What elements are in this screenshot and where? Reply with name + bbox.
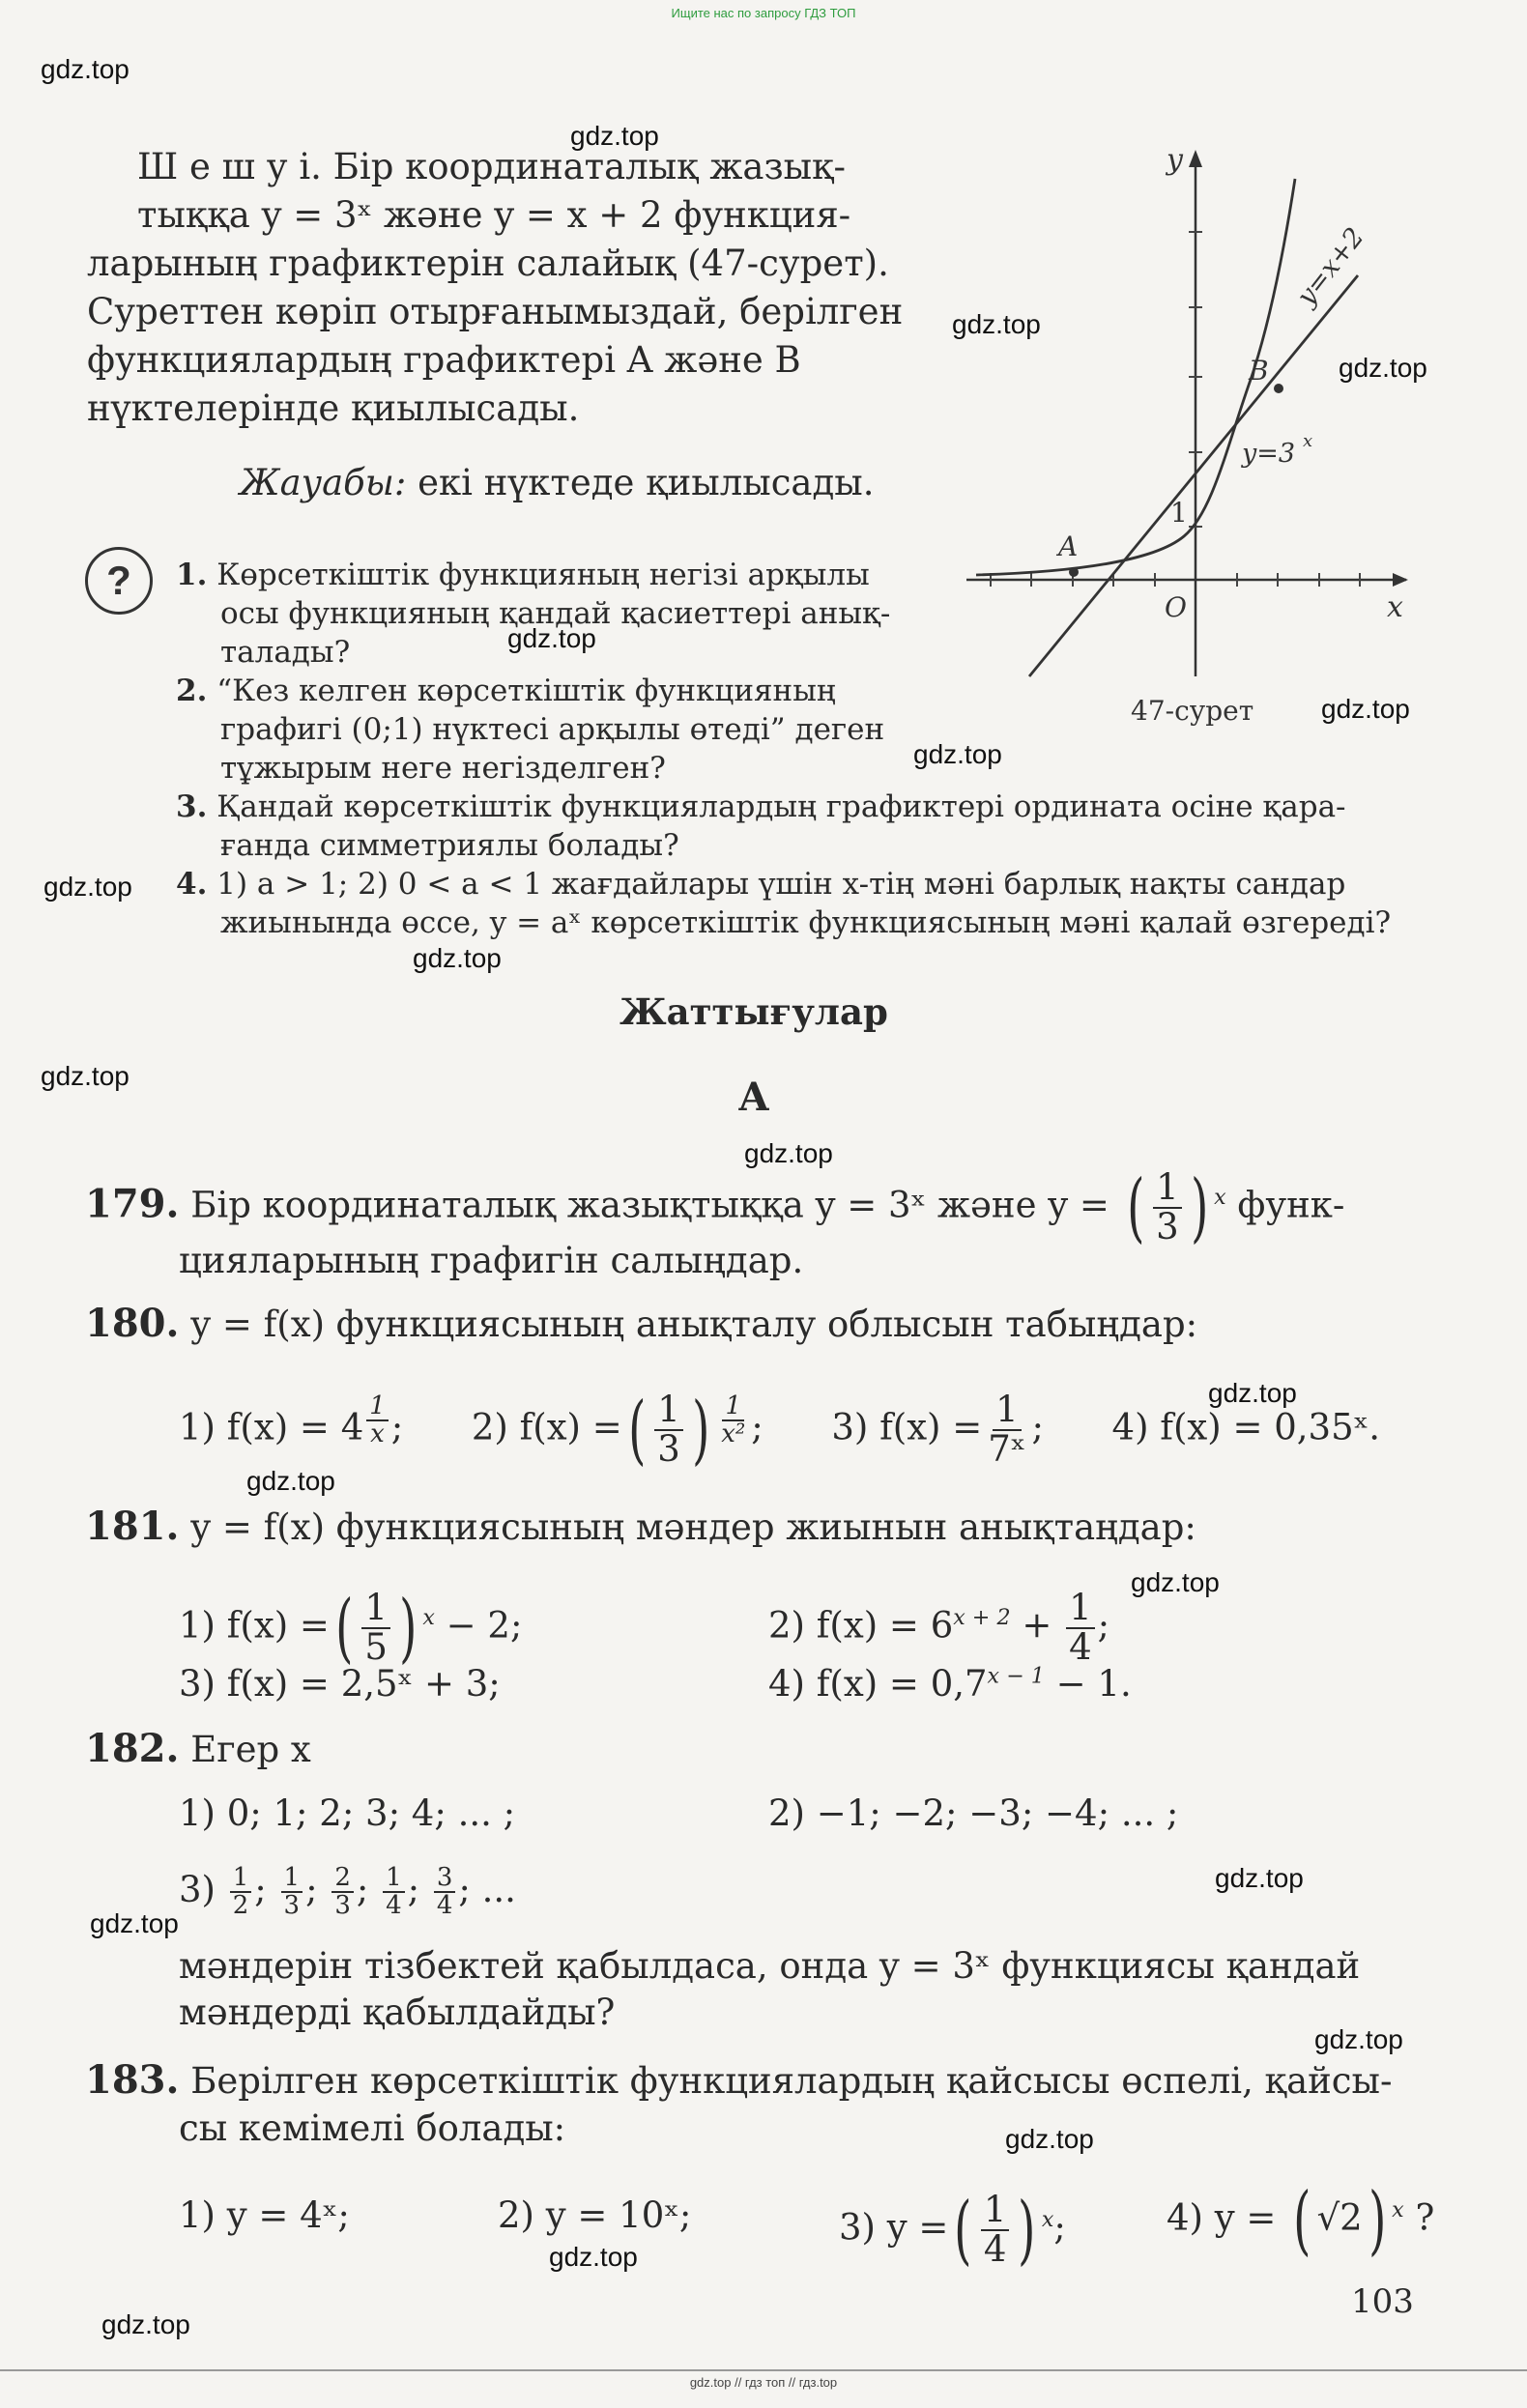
watermark: gdz.top: [913, 739, 1002, 769]
question-line: ғанда симметриялы болады?: [220, 828, 679, 863]
exercise-183-line2: сы кемімелі болады:: [179, 2107, 566, 2149]
watermark: gdz.top: [1339, 353, 1427, 383]
watermark: gdz.top: [90, 1908, 179, 1938]
watermark: gdz.top: [1215, 1863, 1304, 1893]
section-title: Жаттығулар: [619, 990, 888, 1033]
question-icon: ?: [85, 547, 153, 615]
watermark: gdz.top: [744, 1138, 833, 1168]
label-x: x: [1387, 590, 1403, 624]
watermark: gdz.top: [413, 943, 502, 973]
figure-47: [962, 135, 1426, 754]
exercise-180: 180. y = f(x) функциясының анықталу облысын табыңдар:: [85, 1301, 1198, 1346]
watermark: gdz.top: [549, 2242, 638, 2272]
exercise-179: 179. Бір координаталық жазықтыққа y = 3ˣ және y = ( $\frac{1}{3}$ ) $^x$ функ-: [85, 1163, 1345, 1251]
exercise-182-line3: мәндерді қабылдайды?: [179, 1992, 616, 2033]
exercise-183-item1: 1) y = 4ˣ;: [179, 2194, 350, 2236]
question-2: 2. “Кез келген көрсеткіштік функцияның: [176, 674, 836, 708]
point-a: [1069, 567, 1079, 577]
top-link[interactable]: Ищите нас по запросу ГДЗ ТОП: [671, 6, 856, 20]
exercise-181: 181. y = f(x) функциясының мәндер жиынын анықтаңдар:: [85, 1504, 1196, 1549]
exercise-183-item2: 2) y = 10ˣ;: [498, 2194, 692, 2236]
question-line: жиынында өссе, y = aˣ көрсеткіштік функциясының мәні қалай өзгереді?: [220, 905, 1392, 940]
question-3: 3. Қандай көрсеткіштік функциялардың графиктері ордината осіне қара-: [176, 789, 1346, 824]
exercise-181-item2: 2) $f(x) = 6^{x + 2}$ + $\frac{1}{4}$ ;: [768, 1587, 1110, 1668]
question-line: талады?: [220, 635, 351, 670]
exercise-181-item3: 3) f(x) = 2,5ˣ + 3;: [179, 1663, 501, 1705]
page-number: 103: [1351, 2282, 1414, 2321]
exercise-182-item3: 3) $\frac{1}{2}$ ; $\frac{1}{3}$ ; $\frac{2}{3}$ ; $\frac{1}{4}$ ; $\frac{3}{4}$ ; ...: [179, 1863, 516, 1921]
watermark: gdz.top: [570, 121, 659, 151]
exercise-181-item4: 4) $f(x) = 0,7^{x - 1} - 1$.: [768, 1663, 1132, 1705]
exercise-182-item1: 1) 0; 1; 2; 3; 4; ... ;: [179, 1792, 516, 1834]
watermark: gdz.top: [1208, 1378, 1297, 1408]
watermark: gdz.top: [1314, 2024, 1403, 2054]
label-a: A: [1058, 530, 1079, 562]
label-o: O: [1165, 591, 1187, 623]
label-b: B: [1249, 355, 1269, 387]
question-4: 4. 1) a > 1; 2) 0 < a < 1 жағдайлары үшін x-тің мәні барлық нақты сандар: [176, 867, 1346, 902]
section-letter: А: [737, 1075, 770, 1120]
line-y-x-plus-2: [1029, 275, 1358, 676]
figure-caption: 47-сурет: [1131, 695, 1254, 727]
exercise-182-item2: 2) −1; −2; −3; −4; ... ;: [768, 1792, 1179, 1834]
answer-label: Жауабы:: [240, 462, 407, 503]
watermark: gdz.top: [1131, 1567, 1220, 1597]
question-line: осы функцияның қандай қасиеттері анық-: [220, 596, 891, 631]
x-axis-arrow: [1393, 573, 1408, 587]
question-line: графигі (0;1) нүктесі арқылы өтеді” деген: [220, 712, 885, 747]
label-line: y=x+2: [1291, 222, 1370, 312]
solution-line: Суреттен көріп отырғанымыздай, берілген: [87, 291, 904, 332]
watermark: gdz.top: [507, 623, 596, 653]
answer-text: екі нүктеде қиылысады.: [418, 462, 875, 503]
solution-line: функциялардың графиктері A және B: [87, 339, 801, 381]
solution-line: тыққа y = 3ˣ және y = x + 2 функция-: [137, 194, 851, 236]
question-line: тұжырым неге негізделген?: [220, 751, 666, 786]
exercise-181-item1: 1) f(x) =( $\frac{1}{5}$ ) $^x$ − 2;: [179, 1584, 523, 1672]
watermark: gdz.top: [43, 872, 132, 902]
label-one: 1: [1170, 497, 1188, 529]
watermark: gdz.top: [1005, 2124, 1094, 2154]
exercise-183: 183. Берілген көрсеткіштік функциялардың қайсысы өспелі, қайсы-: [85, 2057, 1393, 2103]
exercise-182: 182. Егер x: [85, 1726, 311, 1771]
point-b: [1274, 384, 1283, 393]
label-y: y: [1167, 143, 1183, 177]
answer-line: [240, 459, 874, 507]
exercise-183-item4: 4) y = ( √2) $^x$ ?: [1167, 2177, 1435, 2264]
label-exp-sup: x: [1303, 431, 1313, 451]
watermark: gdz.top: [41, 1061, 130, 1091]
exercise-179-line2: цияларының графигін салыңдар.: [179, 1240, 804, 1281]
label-exp: y=3: [1242, 439, 1296, 469]
question-1: 1. Көрсеткіштік функцияның негізі арқылы: [176, 558, 870, 592]
solution-line: ларының графиктерін салайық (47-сурет).: [87, 243, 889, 284]
exercise-183-item3: 3) y =( $\frac{1}{4}$ ) $^x$;: [839, 2186, 1066, 2274]
watermark: gdz.top: [952, 309, 1041, 339]
watermark: gdz.top: [246, 1466, 335, 1496]
y-axis-arrow: [1189, 150, 1202, 167]
exercise-182-line2: мәндерін тізбектей қабылдаса, онда y = 3ˣ функциясы қандай: [179, 1945, 1361, 1987]
bottom-divider: [0, 2369, 1527, 2371]
bottom-link[interactable]: gdz.top // гдз топ // гдз.top: [689, 2375, 838, 2390]
watermark: gdz.top: [1321, 694, 1410, 724]
solution-line: нүктелерінде қиылысады.: [87, 387, 580, 429]
solution-line: Ш е ш у і. Бір координаталық жазық-: [137, 146, 846, 187]
curve-y-3-pow-x: [976, 179, 1295, 575]
watermark: gdz.top: [41, 54, 130, 84]
exercise-180-items: 1) f(x) = 4 $^{\frac{1}{x}}$ ; 2) f(x) =( $\frac{1}{3}$ ) $^{\frac{1}{\text{x²}}}$ ; 3) f(x) = $\frac{1}{\text{7ˣ}}$ ; 4) f(x) = 0,35ˣ.: [179, 1386, 1381, 1474]
watermark: gdz.top: [101, 2309, 190, 2339]
